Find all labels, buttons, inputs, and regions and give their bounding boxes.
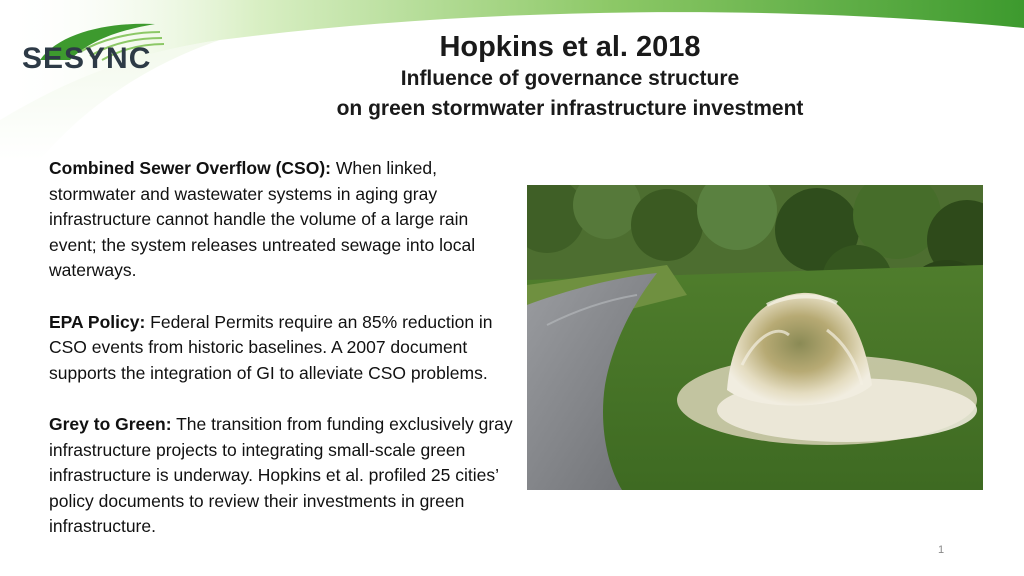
subtitle-line-2: on green stormwater infrastructure investment (336, 97, 804, 120)
text-cso: When linked, stormwater and wastewater systems in aging gray infrastructure cannot handle the volume of a large rain event; the system releases untreated sewage into local waterways. (49, 158, 476, 281)
subtitle-line-1: Influence of governance structure (400, 67, 740, 90)
body-text (49, 156, 519, 566)
sewer-overflow-photo (527, 185, 983, 490)
logo-wordmark: SESYNC (22, 42, 152, 75)
term-cso: Combined Sewer Overflow (CSO): (49, 158, 331, 178)
paragraph-epa-policy (49, 310, 519, 387)
page-number: 1 (938, 544, 945, 556)
paragraph-cso (49, 156, 519, 284)
paragraph-grey-to-green (49, 412, 519, 540)
term-epa-policy: EPA Policy: (49, 311, 146, 332)
text-grey-to-green: The transition from funding exclusively gray infrastructure projects to integrating small-scale green infrastructure is underway. Hopkins et al. profiled 25 cities’ policy documents to review their investments in green infrastructure. (49, 413, 513, 537)
page-title: Hopkins et al. 2018 (439, 31, 701, 63)
text-epa-policy: Federal Permits require an 85% reduction in CSO events from historic baselines. A 2007 document supports the integration of GI to alleviate CSO problems. (49, 311, 493, 383)
term-grey-to-green: Grey to Green: (49, 413, 172, 434)
title-block (280, 30, 860, 124)
